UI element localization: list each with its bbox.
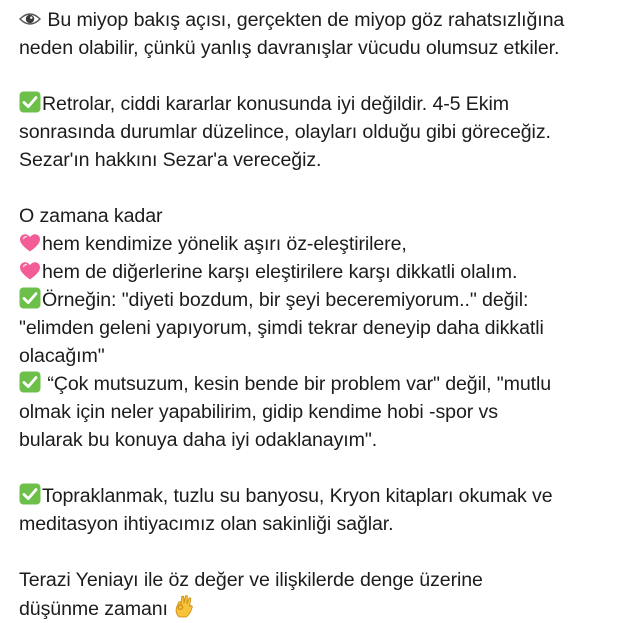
paragraph-3-example-1-line-2: "elimden geleni yapıyorum, şimdi tekrar deneyip daha dikkatli: [19, 317, 544, 339]
paragraph-3-example-1-text-1: Örneğin: "diyeti bozdum, bir şeyi beceremiyorum.." değil:: [42, 289, 529, 311]
paragraph-3-item-1: [19, 230, 615, 258]
ok-hand-icon: [173, 594, 195, 618]
paragraph-3-item-2-text: hem de diğerlerine karşı eleştirilere karşı dikkatli olalım.: [42, 261, 518, 283]
paragraph-2-line-3: Sezar'ın hakkını Sezar'a vereceğiz.: [19, 149, 322, 171]
paragraph-1-text-1: Bu miyop bakış açısı, gerçekten de miyop göz rahatsızlığına: [42, 9, 565, 31]
paragraph-3-example-2-line-1: [19, 370, 615, 398]
pink-heart-icon: [19, 233, 41, 253]
paragraph-4-text-1: Topraklanmak, tuzlu su banyosu, Kryon kitapları okumak ve: [42, 485, 553, 507]
check-mark-icon: [19, 91, 41, 113]
paragraph-3-item-2: [19, 258, 615, 286]
paragraph-3-example-1-line-3: olacağım": [19, 345, 105, 367]
paragraph-2-line-2: sonrasında durumlar düzelince, olayları olduğu gibi göreceğiz.: [19, 121, 551, 143]
paragraph-3-example-2-text-1: “Çok mutsuzum, kesin bende bir problem var" değil, "mutlu: [42, 373, 552, 395]
paragraph-3-intro: O zamana kadar: [19, 205, 163, 227]
paragraph-4-line-1: [19, 482, 615, 510]
pink-heart-icon: [19, 261, 41, 281]
paragraph-2-line-1: [19, 90, 615, 118]
paragraph-5-line-1: Terazi Yeniayı ile öz değer ve ilişkilerde denge üzerine: [19, 569, 483, 591]
paragraph-5-text-2: düşünme zamanı: [19, 598, 174, 620]
paragraph-3-item-1-text: hem kendimize yönelik aşırı öz-eleştirilere,: [42, 233, 407, 255]
check-mark-icon: [19, 287, 41, 309]
paragraph-3-example-1-line-1: [19, 286, 615, 314]
paragraph-2-text-1: Retrolar, ciddi kararlar konusunda iyi değildir. 4-5 Ekim: [42, 93, 509, 115]
post-text: [19, 6, 615, 622]
eye-icon: [19, 9, 41, 29]
paragraph-5-line-2: [19, 594, 615, 622]
paragraph-3-example-2-line-3: bularak bu konuya daha iyi odaklanayım".: [19, 429, 378, 451]
paragraph-4-line-2: meditasyon ihtiyacımız olan sakinliği sağlar.: [19, 513, 394, 535]
check-mark-icon: [19, 371, 41, 393]
paragraph-3-example-2-line-2: olmak için neler yapabilirim, gidip kendime hobi -spor vs: [19, 401, 498, 423]
paragraph-1-line-2: neden olabilir, çünkü yanlış davranışlar vücudu olumsuz etkiler.: [19, 37, 560, 59]
paragraph-1-line-1: [19, 6, 615, 34]
check-mark-icon: [19, 483, 41, 505]
